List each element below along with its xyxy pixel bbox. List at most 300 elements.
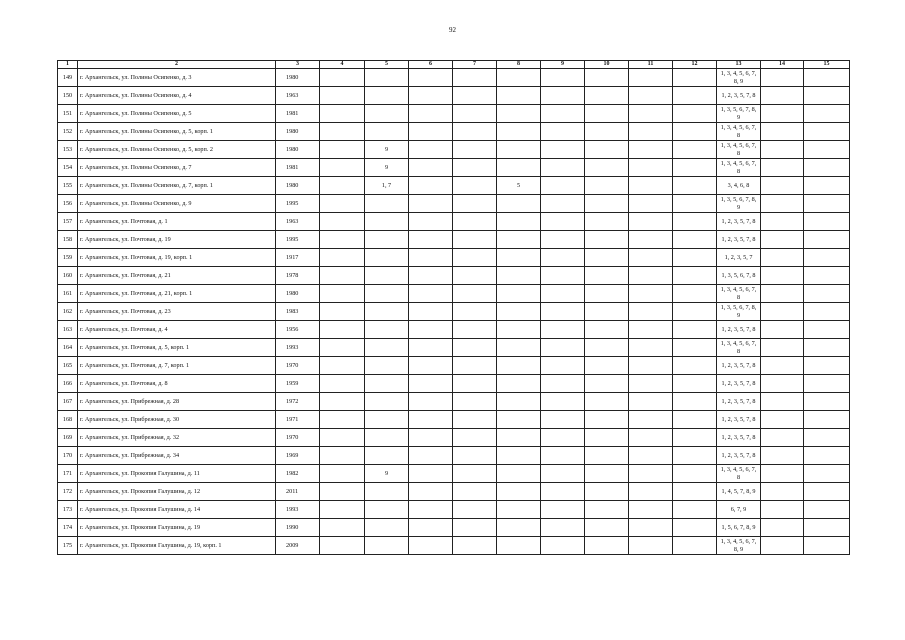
table-cell-col10 — [585, 177, 629, 195]
table-cell-col13: 1, 3, 4, 5, 6, 7, 8 — [717, 141, 761, 159]
table-cell-col9 — [541, 393, 585, 411]
table-cell-col4 — [320, 105, 365, 123]
table-cell-col8 — [497, 537, 541, 555]
table-cell-col7 — [453, 375, 497, 393]
table-cell-col9 — [541, 339, 585, 357]
table-cell-col5: 9 — [365, 465, 409, 483]
table-cell-col5 — [365, 411, 409, 429]
table-cell-col12 — [673, 87, 717, 105]
table-cell-col10 — [585, 357, 629, 375]
table-cell-col4 — [320, 141, 365, 159]
table-cell-col15 — [804, 357, 850, 375]
table-cell-col9 — [541, 501, 585, 519]
table-cell-col1: 159 — [58, 249, 78, 267]
table-cell-col2: г. Архангельск, ул. Полины Осипенко, д. 4 — [78, 87, 276, 105]
table-cell-col9 — [541, 285, 585, 303]
table-cell-col8 — [497, 105, 541, 123]
table-cell-col6 — [409, 465, 453, 483]
table-cell-col13: 1, 2, 3, 5, 7, 8 — [717, 357, 761, 375]
table-cell-col2: г. Архангельск, ул. Почтовая, д. 23 — [78, 303, 276, 321]
table-cell-col3: 1917 — [276, 249, 320, 267]
table-cell-col11 — [629, 465, 673, 483]
column-header-2: 2 — [78, 61, 276, 69]
table-row — [58, 375, 850, 393]
table-cell-col5 — [365, 339, 409, 357]
table-cell-col11 — [629, 213, 673, 231]
table-cell-col12 — [673, 501, 717, 519]
table-cell-col6 — [409, 141, 453, 159]
table-cell-col9 — [541, 321, 585, 339]
table-cell-col15 — [804, 393, 850, 411]
table-cell-col13: 1, 2, 3, 5, 7, 8 — [717, 429, 761, 447]
table-cell-col13: 6, 7, 9 — [717, 501, 761, 519]
table-cell-col2: г. Архангельск, ул. Почтовая, д. 1 — [78, 213, 276, 231]
table-cell-col1: 151 — [58, 105, 78, 123]
table-row — [58, 69, 850, 87]
table-cell-col5 — [365, 393, 409, 411]
table-row — [58, 483, 850, 501]
table-cell-col13: 1, 2, 3, 5, 7, 8 — [717, 87, 761, 105]
table-cell-col1: 154 — [58, 159, 78, 177]
column-header-10: 10 — [585, 61, 629, 69]
table-cell-col7 — [453, 339, 497, 357]
table-cell-col9 — [541, 177, 585, 195]
table-cell-col4 — [320, 501, 365, 519]
table-cell-col13: 1, 3, 4, 5, 6, 7, 8 — [717, 159, 761, 177]
table-cell-col14 — [761, 141, 804, 159]
table-cell-col7 — [453, 357, 497, 375]
table-cell-col5: 1, 7 — [365, 177, 409, 195]
table-row — [58, 195, 850, 213]
table-cell-col2: г. Архангельск, ул. Почтовая, д. 8 — [78, 375, 276, 393]
table-cell-col3: 1981 — [276, 105, 320, 123]
table-cell-col12 — [673, 339, 717, 357]
table-row — [58, 465, 850, 483]
table-cell-col7 — [453, 411, 497, 429]
table-cell-col15 — [804, 465, 850, 483]
table-cell-col15 — [804, 411, 850, 429]
table-cell-col2: г. Архангельск, ул. Прибрежная, д. 34 — [78, 447, 276, 465]
table-cell-col15 — [804, 195, 850, 213]
table-cell-col11 — [629, 105, 673, 123]
table-cell-col1: 169 — [58, 429, 78, 447]
table-cell-col3: 1982 — [276, 465, 320, 483]
table-row — [58, 537, 850, 555]
table-cell-col15 — [804, 105, 850, 123]
table-cell-col10 — [585, 303, 629, 321]
table-cell-col6 — [409, 447, 453, 465]
table-cell-col14 — [761, 195, 804, 213]
table-cell-col13: 1, 3, 4, 5, 6, 7, 8 — [717, 339, 761, 357]
table-cell-col14 — [761, 375, 804, 393]
table-cell-col12 — [673, 195, 717, 213]
table-cell-col7 — [453, 87, 497, 105]
table-cell-col11 — [629, 177, 673, 195]
column-header-1: 1 — [58, 61, 78, 69]
table-cell-col13: 1, 2, 3, 5, 7, 8 — [717, 213, 761, 231]
table-cell-col13: 1, 3, 4, 5, 6, 7, 8 — [717, 123, 761, 141]
table-cell-col15 — [804, 429, 850, 447]
table-cell-col8 — [497, 303, 541, 321]
table-cell-col15 — [804, 249, 850, 267]
table-cell-col1: 152 — [58, 123, 78, 141]
table-cell-col1: 164 — [58, 339, 78, 357]
table-cell-col4 — [320, 357, 365, 375]
table-cell-col2: г. Архангельск, ул. Полины Осипенко, д. 9 — [78, 195, 276, 213]
table-cell-col11 — [629, 249, 673, 267]
table-cell-col12 — [673, 375, 717, 393]
table-row — [58, 213, 850, 231]
table-cell-col7 — [453, 249, 497, 267]
table-cell-col11 — [629, 321, 673, 339]
table-cell-col2: г. Архангельск, ул. Прибрежная, д. 30 — [78, 411, 276, 429]
table-cell-col6 — [409, 501, 453, 519]
table-row — [58, 159, 850, 177]
table-cell-col9 — [541, 411, 585, 429]
table-cell-col2: г. Архангельск, ул. Прокопия Галушина, д. 19, корп. 1 — [78, 537, 276, 555]
table-cell-col10 — [585, 519, 629, 537]
table-cell-col12 — [673, 447, 717, 465]
table-cell-col7 — [453, 69, 497, 87]
table-cell-col2: г. Архангельск, ул. Полины Осипенко, д. 7 — [78, 159, 276, 177]
table-cell-col4 — [320, 537, 365, 555]
table-cell-col5 — [365, 285, 409, 303]
table-cell-col13: 1, 3, 4, 5, 6, 7, 8, 9 — [717, 537, 761, 555]
table-cell-col8 — [497, 519, 541, 537]
table-cell-col14 — [761, 123, 804, 141]
table-cell-col9 — [541, 447, 585, 465]
table-row — [58, 231, 850, 249]
table-cell-col6 — [409, 357, 453, 375]
table-row — [58, 321, 850, 339]
table-cell-col15 — [804, 159, 850, 177]
table-cell-col14 — [761, 447, 804, 465]
table-cell-col12 — [673, 249, 717, 267]
table-cell-col10 — [585, 285, 629, 303]
table-cell-col3: 1995 — [276, 231, 320, 249]
table-cell-col1: 161 — [58, 285, 78, 303]
table-cell-col12 — [673, 465, 717, 483]
table-cell-col15 — [804, 321, 850, 339]
column-header-12: 12 — [673, 61, 717, 69]
table-cell-col4 — [320, 321, 365, 339]
table-cell-col6 — [409, 105, 453, 123]
table-body — [58, 69, 850, 555]
table-cell-col11 — [629, 483, 673, 501]
table-cell-col11 — [629, 501, 673, 519]
column-header-11: 11 — [629, 61, 673, 69]
table-cell-col7 — [453, 321, 497, 339]
table-cell-col4 — [320, 303, 365, 321]
table-cell-col10 — [585, 249, 629, 267]
table-cell-col6 — [409, 393, 453, 411]
table-cell-col3: 1995 — [276, 195, 320, 213]
table-cell-col6 — [409, 249, 453, 267]
table-cell-col11 — [629, 69, 673, 87]
table-cell-col7 — [453, 537, 497, 555]
table-cell-col8 — [497, 141, 541, 159]
table-cell-col8 — [497, 375, 541, 393]
table-cell-col3: 2011 — [276, 483, 320, 501]
table-cell-col8 — [497, 87, 541, 105]
table-cell-col1: 172 — [58, 483, 78, 501]
table-cell-col13: 1, 2, 3, 5, 7, 8 — [717, 375, 761, 393]
table-cell-col2: г. Архангельск, ул. Прокопия Галушина, д. 11 — [78, 465, 276, 483]
table-cell-col15 — [804, 519, 850, 537]
table-cell-col2: г. Архангельск, ул. Почтовая, д. 21 — [78, 267, 276, 285]
table-row — [58, 393, 850, 411]
table-cell-col6 — [409, 339, 453, 357]
table-cell-col3: 1981 — [276, 159, 320, 177]
table-cell-col1: 171 — [58, 465, 78, 483]
table-cell-col1: 158 — [58, 231, 78, 249]
table-cell-col12 — [673, 483, 717, 501]
table-cell-col1: 174 — [58, 519, 78, 537]
table-cell-col8 — [497, 285, 541, 303]
table-cell-col10 — [585, 267, 629, 285]
table-cell-col5 — [365, 447, 409, 465]
table-cell-col8 — [497, 159, 541, 177]
table-cell-col3: 1993 — [276, 501, 320, 519]
table-cell-col4 — [320, 87, 365, 105]
table-cell-col6 — [409, 69, 453, 87]
table-cell-col5 — [365, 375, 409, 393]
table-cell-col11 — [629, 285, 673, 303]
table-cell-col7 — [453, 141, 497, 159]
table-cell-col5 — [365, 213, 409, 231]
table-cell-col11 — [629, 159, 673, 177]
table-cell-col7 — [453, 213, 497, 231]
table-cell-col7 — [453, 447, 497, 465]
table-cell-col9 — [541, 69, 585, 87]
table-cell-col14 — [761, 339, 804, 357]
table-cell-col2: г. Архангельск, ул. Почтовая, д. 7, корп. 1 — [78, 357, 276, 375]
table-cell-col10 — [585, 159, 629, 177]
table-cell-col6 — [409, 429, 453, 447]
table-cell-col14 — [761, 87, 804, 105]
table-row — [58, 519, 850, 537]
table-cell-col6 — [409, 321, 453, 339]
table-cell-col6 — [409, 267, 453, 285]
table-cell-col7 — [453, 195, 497, 213]
page-number: 92 — [449, 26, 456, 34]
table-cell-col2: г. Архангельск, ул. Почтовая, д. 21, корп. 1 — [78, 285, 276, 303]
table-cell-col7 — [453, 393, 497, 411]
table-cell-col4 — [320, 195, 365, 213]
table-cell-col3: 1980 — [276, 141, 320, 159]
table-cell-col5 — [365, 303, 409, 321]
table-cell-col11 — [629, 357, 673, 375]
column-header-9: 9 — [541, 61, 585, 69]
table-cell-col13: 1, 5, 6, 7, 8, 9 — [717, 519, 761, 537]
table-cell-col9 — [541, 105, 585, 123]
header-row — [58, 61, 850, 69]
table-cell-col13: 1, 3, 4, 5, 6, 7, 8, 9 — [717, 69, 761, 87]
table-cell-col3: 1980 — [276, 285, 320, 303]
table-cell-col4 — [320, 483, 365, 501]
table-cell-col12 — [673, 519, 717, 537]
table-cell-col10 — [585, 195, 629, 213]
table-cell-col3: 1970 — [276, 357, 320, 375]
table-cell-col15 — [804, 141, 850, 159]
table-cell-col15 — [804, 537, 850, 555]
table-cell-col8 — [497, 501, 541, 519]
table-cell-col3: 2009 — [276, 537, 320, 555]
table-cell-col10 — [585, 501, 629, 519]
table-cell-col1: 167 — [58, 393, 78, 411]
table-cell-col7 — [453, 105, 497, 123]
table-cell-col12 — [673, 69, 717, 87]
table-cell-col6 — [409, 483, 453, 501]
table-cell-col13: 1, 3, 5, 6, 7, 8, 9 — [717, 303, 761, 321]
table-cell-col13: 1, 3, 5, 6, 7, 8, 9 — [717, 195, 761, 213]
table-cell-col14 — [761, 303, 804, 321]
table-cell-col2: г. Архангельск, ул. Полины Осипенко, д. 7, корп. 1 — [78, 177, 276, 195]
table-cell-col2: г. Архангельск, ул. Почтовая, д. 5, корп. 1 — [78, 339, 276, 357]
table-cell-col12 — [673, 537, 717, 555]
table-cell-col13: 1, 2, 3, 5, 7, 8 — [717, 231, 761, 249]
table-cell-col15 — [804, 483, 850, 501]
table-cell-col14 — [761, 105, 804, 123]
column-header-7: 7 — [453, 61, 497, 69]
table-cell-col8 — [497, 123, 541, 141]
table-cell-col13: 1, 3, 4, 5, 6, 7, 8 — [717, 285, 761, 303]
table-cell-col5: 9 — [365, 141, 409, 159]
table-cell-col2: г. Архангельск, ул. Полины Осипенко, д. 5, корп. 1 — [78, 123, 276, 141]
table-cell-col8 — [497, 267, 541, 285]
table-cell-col3: 1956 — [276, 321, 320, 339]
column-header-14: 14 — [761, 61, 804, 69]
table-cell-col11 — [629, 303, 673, 321]
table-cell-col5 — [365, 321, 409, 339]
table-cell-col12 — [673, 213, 717, 231]
table-cell-col8 — [497, 357, 541, 375]
table-cell-col3: 1971 — [276, 411, 320, 429]
table-cell-col7 — [453, 429, 497, 447]
table-row — [58, 411, 850, 429]
table-cell-col5 — [365, 519, 409, 537]
table-row — [58, 267, 850, 285]
column-header-4: 4 — [320, 61, 365, 69]
column-header-13: 13 — [717, 61, 761, 69]
table-cell-col5 — [365, 483, 409, 501]
table-cell-col9 — [541, 267, 585, 285]
table-cell-col11 — [629, 519, 673, 537]
table-cell-col14 — [761, 519, 804, 537]
table-cell-col6 — [409, 519, 453, 537]
table-cell-col4 — [320, 249, 365, 267]
table-cell-col14 — [761, 537, 804, 555]
table-cell-col2: г. Архангельск, ул. Почтовая, д. 4 — [78, 321, 276, 339]
table-row — [58, 429, 850, 447]
table-cell-col1: 155 — [58, 177, 78, 195]
table-cell-col8 — [497, 231, 541, 249]
table-cell-col14 — [761, 267, 804, 285]
table-cell-col4 — [320, 429, 365, 447]
table-cell-col11 — [629, 537, 673, 555]
table-cell-col15 — [804, 375, 850, 393]
table-cell-col14 — [761, 465, 804, 483]
table-cell-col1: 173 — [58, 501, 78, 519]
table-cell-col3: 1980 — [276, 69, 320, 87]
table-cell-col7 — [453, 501, 497, 519]
table-cell-col11 — [629, 141, 673, 159]
column-header-8: 8 — [497, 61, 541, 69]
table-cell-col7 — [453, 483, 497, 501]
table-cell-col8 — [497, 483, 541, 501]
table-cell-col7 — [453, 159, 497, 177]
table-row — [58, 87, 850, 105]
table-cell-col14 — [761, 357, 804, 375]
table-cell-col10 — [585, 69, 629, 87]
table-cell-col12 — [673, 105, 717, 123]
table-cell-col10 — [585, 231, 629, 249]
table-cell-col3: 1969 — [276, 447, 320, 465]
table-cell-col15 — [804, 231, 850, 249]
table-cell-col15 — [804, 501, 850, 519]
table-cell-col1: 168 — [58, 411, 78, 429]
table-cell-col3: 1959 — [276, 375, 320, 393]
table-cell-col11 — [629, 339, 673, 357]
table-cell-col4 — [320, 177, 365, 195]
table-cell-col5 — [365, 249, 409, 267]
table-cell-col14 — [761, 213, 804, 231]
table-cell-col12 — [673, 393, 717, 411]
table-cell-col6 — [409, 411, 453, 429]
table-cell-col8: 5 — [497, 177, 541, 195]
table-cell-col15 — [804, 69, 850, 87]
table-cell-col9 — [541, 483, 585, 501]
table-cell-col15 — [804, 339, 850, 357]
table-cell-col14 — [761, 285, 804, 303]
table-cell-col4 — [320, 231, 365, 249]
table-cell-col10 — [585, 465, 629, 483]
table-cell-col10 — [585, 411, 629, 429]
table-cell-col3: 1990 — [276, 519, 320, 537]
table-cell-col3: 1970 — [276, 429, 320, 447]
table-cell-col14 — [761, 483, 804, 501]
table-cell-col5 — [365, 195, 409, 213]
table-cell-col6 — [409, 195, 453, 213]
table-cell-col12 — [673, 159, 717, 177]
table-cell-col1: 166 — [58, 375, 78, 393]
table-cell-col1: 150 — [58, 87, 78, 105]
table-cell-col9 — [541, 519, 585, 537]
table-cell-col3: 1963 — [276, 213, 320, 231]
table-cell-col10 — [585, 87, 629, 105]
table-cell-col5 — [365, 429, 409, 447]
table-cell-col8 — [497, 429, 541, 447]
table-cell-col12 — [673, 357, 717, 375]
table-cell-col5 — [365, 357, 409, 375]
table-cell-col7 — [453, 231, 497, 249]
table-cell-col9 — [541, 123, 585, 141]
table-row — [58, 447, 850, 465]
table-cell-col15 — [804, 285, 850, 303]
table-cell-col8 — [497, 447, 541, 465]
table-cell-col15 — [804, 213, 850, 231]
table-cell-col10 — [585, 375, 629, 393]
column-header-5: 5 — [365, 61, 409, 69]
table-cell-col10 — [585, 141, 629, 159]
table-cell-col6 — [409, 123, 453, 141]
table-cell-col4 — [320, 69, 365, 87]
table-cell-col2: г. Архангельск, ул. Полины Осипенко, д. 5, корп. 2 — [78, 141, 276, 159]
table-cell-col2: г. Архангельск, ул. Прибрежная, д. 28 — [78, 393, 276, 411]
table-cell-col10 — [585, 123, 629, 141]
table-cell-col10 — [585, 321, 629, 339]
table-cell-col11 — [629, 123, 673, 141]
